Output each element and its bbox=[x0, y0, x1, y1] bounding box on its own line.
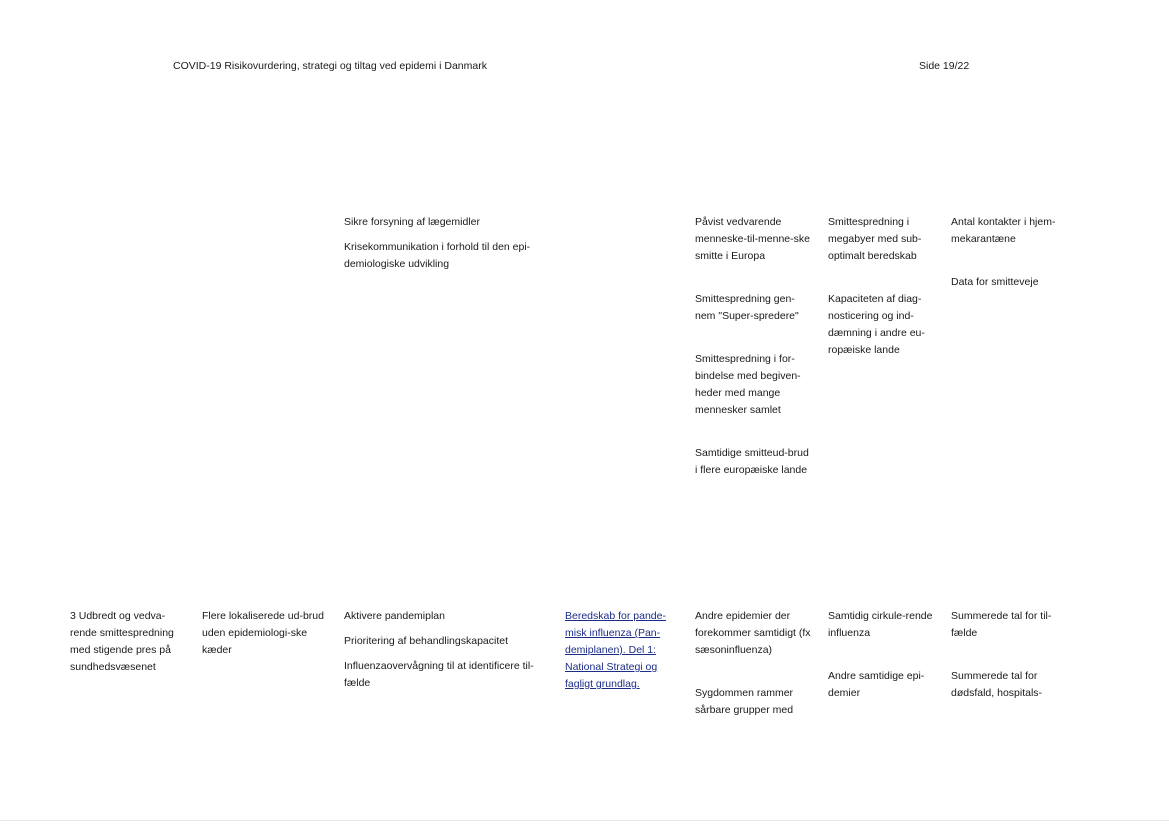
top-tiltag-2: Krisekommunikation i forhold til den epi-demiologiske udvikling bbox=[344, 241, 531, 270]
top-risiko-1: Påvist vedvarende menneske-til-menne-ske smitte i Europa bbox=[695, 216, 810, 262]
bottom-global-1: Samtidig cirkule-rende influenza bbox=[828, 610, 933, 639]
bottom-tiltag-3: Influenzaovervågning til at identificere til-fælde bbox=[344, 660, 534, 689]
top-risiko-3: Smittespredning i for-bindelse med begiven-heder med mange mennesker samlet bbox=[695, 353, 801, 416]
top-data-2: Data for smitteveje bbox=[951, 276, 1039, 288]
top-global-1: Smittespredning i megabyer med sub-optimalt beredskab bbox=[828, 216, 922, 262]
bottom-data-cell bbox=[951, 608, 1069, 710]
bottom-beskrivelse: Flere lokaliserede ud-brud uden epidemiologi-ske kæder bbox=[202, 610, 324, 656]
top-tiltag-1: Sikre forsyning af lægemidler bbox=[344, 216, 480, 228]
top-risiko-2: Smittespredning gen-nem "Super-spredere" bbox=[695, 293, 799, 322]
bottom-reference-cell bbox=[565, 608, 683, 701]
bottom-risiko-cell bbox=[695, 608, 813, 727]
bottom-beskrivelse-cell bbox=[202, 608, 327, 667]
bottom-risiko-2: Sygdommen rammer sårbare grupper med bbox=[695, 687, 794, 716]
bottom-global-cell bbox=[828, 608, 936, 710]
page-edge-divider bbox=[0, 820, 1169, 821]
bottom-fase: 3 Udbredt og vedva-rende smittespredning med stigende pres på sundhedsvæsenet bbox=[70, 610, 174, 673]
bottom-fase-cell bbox=[70, 608, 190, 684]
bottom-global-2: Andre samtidige epi-demier bbox=[828, 670, 925, 699]
top-risiko-4: Samtidige smitteud-brud i flere europæiske lande bbox=[695, 447, 809, 476]
bottom-data-1: Summerede tal for til-fælde bbox=[951, 610, 1052, 639]
bottom-data-2: Summerede tal for dødsfald, hospitals- bbox=[951, 670, 1043, 699]
top-data-cell bbox=[951, 214, 1069, 299]
top-tiltag-cell bbox=[344, 214, 559, 281]
page-number: Side 19/22 bbox=[919, 60, 970, 72]
bottom-tiltag-2: Prioritering af behandlingskapacitet bbox=[344, 635, 509, 647]
bottom-tiltag-cell bbox=[344, 608, 554, 700]
reference-link[interactable]: Beredskab for pande-misk influenza (Pan-demiplanen). Del 1: National Strategi og fagligt grundlag. bbox=[565, 610, 666, 690]
bottom-tiltag-1: Aktivere pandemiplan bbox=[344, 610, 445, 622]
top-data-1: Antal kontakter i hjem-mekarantæne bbox=[951, 216, 1056, 245]
bottom-risiko-1: Andre epidemier der forekommer samtidigt (fx sæsoninfluenza) bbox=[695, 610, 811, 656]
document-title: COVID-19 Risikovurdering, strategi og tiltag ved epidemi i Danmark bbox=[173, 60, 487, 72]
top-risiko-cell bbox=[695, 214, 813, 487]
top-global-2: Kapaciteten af diag-nosticering og ind-dæmning i andre eu-ropæiske lande bbox=[828, 293, 925, 356]
top-global-cell bbox=[828, 214, 936, 367]
